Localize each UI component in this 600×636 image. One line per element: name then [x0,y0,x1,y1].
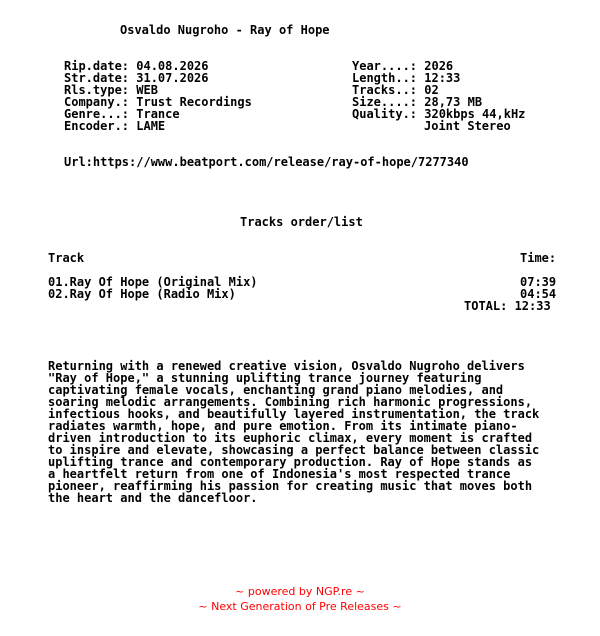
info-tracks-count: Tracks..: 02 [352,83,439,97]
description-line-1: Returning with a renewed creative vision, Osvaldo Nugroho delivers [48,359,525,373]
info-stereo-mode: Joint Stereo [424,119,511,133]
time-column-header: Time: [520,251,557,265]
track-column-header: Track [48,251,85,265]
track-row-2-time: 04:54 [520,287,557,301]
info-street-date: Str.date: 31.07.2026 [64,71,209,85]
info-quality: Quality.: 320kbps 44,kHz [352,107,526,121]
description-line-2: "Ray of Hope," a stunning uplifting trance journey featuring [48,371,482,385]
release-title: Osvaldo Nugroho - Ray of Hope [120,23,330,37]
total-time: TOTAL: 12:33 [464,299,551,313]
track-row-1-name: 01.Ray Of Hope (Original Mix) [48,275,258,289]
info-release-type: Rls.type: WEB [64,83,158,97]
description-line-3: captivating female vocals, enchanting grand piano melodies, and [48,383,504,397]
info-length: Length..: 12:33 [352,71,461,85]
info-size: Size....: 28,73 MB [352,95,483,109]
release-url: Url:https://www.beatport.com/release/ray-of-hope/7277340 [64,155,469,169]
description-line-5: infectious hooks, and beautifully layered instrumentation, the track [48,407,540,421]
footer-tagline: ~ Next Generation of Pre Releases ~ [198,600,402,613]
description-line-7: driven introduction to its euphoric climax, every moment is crafted [48,431,533,445]
description-line-8: to inspire and elevate, showcasing a perfect balance between classic [48,443,540,457]
description-line-9: uplifting trance and contemporary production. Ray of Hope stands as [48,455,533,469]
track-row-1-time: 07:39 [520,275,557,289]
tracks-heading: Tracks order/list [240,215,363,229]
info-company: Company.: Trust Recordings [64,95,252,109]
track-row-2-name: 02.Ray Of Hope (Radio Mix) [48,287,236,301]
info-encoder: Encoder.: LAME [64,119,166,133]
info-rip-date: Rip.date: 04.08.2026 [64,59,209,73]
info-genre: Genre...: Trance [64,107,180,121]
description-line-6: radiates warmth, hope, and pure emotion. From its intimate piano- [48,419,518,433]
description-line-4: soaring melodic arrangements. Combining rich harmonic progressions, [48,395,533,409]
description-line-11: pioneer, reaffirming his passion for creating music that moves both [48,479,533,493]
description-line-10: a heartfelt return from one of Indonesia's most respected trance [48,467,511,481]
description-line-12: the heart and the dancefloor. [48,491,258,505]
info-year: Year....: 2026 [352,59,454,73]
footer-powered-by: ~ powered by NGP.re ~ [235,585,365,598]
